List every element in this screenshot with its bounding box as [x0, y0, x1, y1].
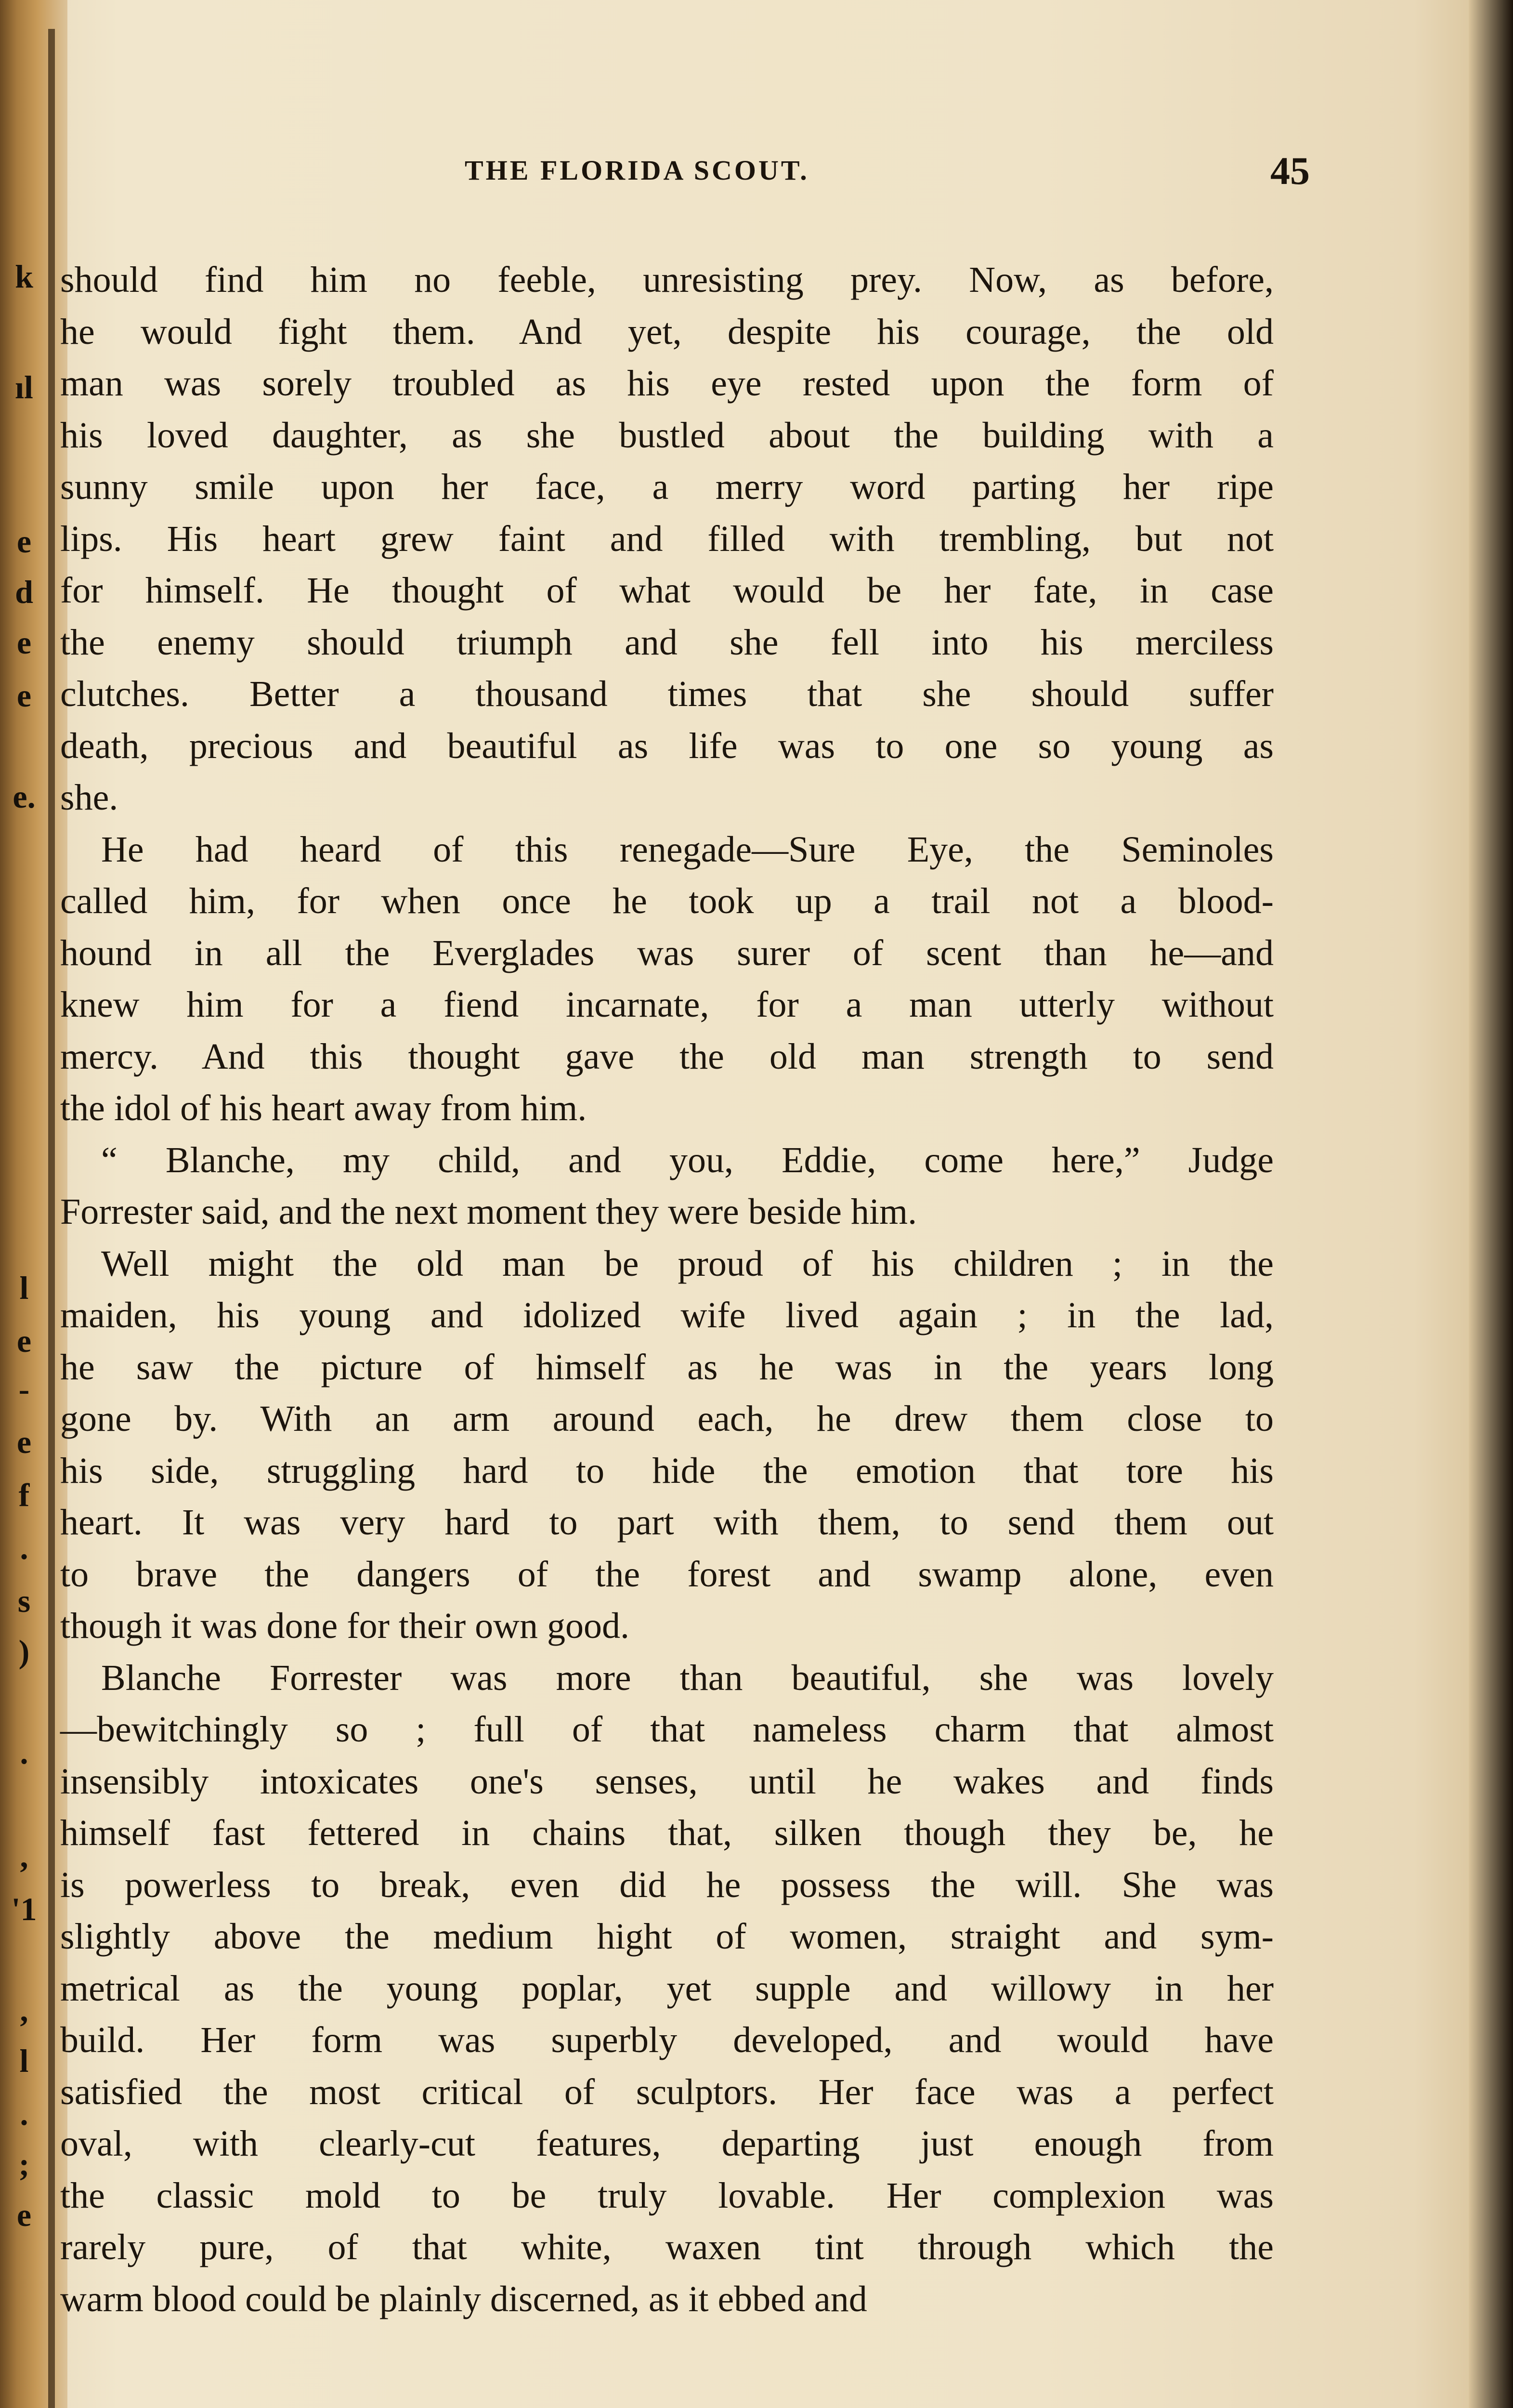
margin-character: ıl — [15, 369, 33, 406]
text-line: to brave the dangers of the forest and swamp alone, even — [60, 1554, 1274, 1595]
margin-character: . — [20, 2095, 28, 2132]
text-line: “ Blanche, my child, and you, Eddie, come here,” Judge — [101, 1139, 1274, 1180]
text-line: Well might the old man be proud of his children ; in the — [101, 1243, 1274, 1284]
margin-character: f — [18, 1477, 30, 1513]
text-line: satisfied the most critical of sculptors. Her face was a perfect — [60, 2071, 1274, 2112]
text-line: rarely pure, of that white, waxen tint through which the — [60, 2227, 1274, 2267]
margin-character: s — [17, 1583, 31, 1619]
margin-character: , — [20, 1838, 28, 1874]
text-line: he saw the picture of himself as he was in the years long — [60, 1347, 1274, 1387]
text-line: he would fight them. And yet, despite his courage, the old — [60, 311, 1274, 352]
margin-character: e — [16, 1424, 32, 1460]
text-line: death, precious and beautiful as life was to one so young as — [60, 725, 1274, 766]
text-line: gone by. With an arm around each, he drew them close to — [60, 1399, 1274, 1439]
margin-character: . — [20, 1734, 28, 1771]
text-line: himself fast fettered in chains that, silken though they be, he — [60, 1813, 1274, 1853]
text-line: hound in all the Everglades was surer of scent than he—and — [60, 932, 1274, 973]
text-line: Forrester said, and the next moment they were beside him. — [60, 1191, 917, 1232]
text-line: metrical as the young poplar, yet supple and willowy in her — [60, 1968, 1274, 2009]
text-line: Blanche Forrester was more than beautiful, she was lovely — [101, 1657, 1274, 1698]
margin-character: - — [18, 1371, 30, 1407]
margin-character: d — [15, 574, 33, 610]
margin-character: l — [19, 1269, 29, 1306]
margin-character: ; — [18, 2146, 30, 2183]
text-line: warm blood could be plainly discerned, as it ebbed and — [60, 2278, 867, 2319]
margin-character: e — [16, 624, 32, 661]
text-line: He had heard of this renegade—Sure Eye, the Seminoles — [101, 829, 1274, 870]
margin-character: . — [20, 1530, 28, 1566]
text-line: for himself. He thought of what would be her fate, in case — [60, 570, 1274, 611]
margin-character: e. — [13, 778, 36, 815]
text-line: mercy. And this thought gave the old man strength to send — [60, 1036, 1274, 1077]
text-line: the idol of his heart away from him. — [60, 1088, 587, 1128]
text-line: oval, with clearly-cut features, departing just enough from — [60, 2123, 1274, 2164]
text-line: knew him for a fiend incarnate, for a man utterly without — [60, 984, 1274, 1025]
margin-character: l — [19, 2042, 29, 2079]
margin-character: k — [15, 258, 33, 295]
body-text — [60, 254, 1274, 2325]
gutter-rule — [48, 29, 55, 2408]
page-edge-shadow — [1469, 0, 1513, 2408]
margin-character: , — [20, 1992, 28, 2028]
text-line: build. Her form was superbly developed, and would have — [60, 2020, 1274, 2060]
margin-character: e — [16, 523, 32, 560]
text-line: clutches. Better a thousand times that she should suffer — [60, 674, 1274, 714]
text-line: she. — [60, 777, 118, 818]
text-line: lips. His heart grew faint and filled with trembling, but not — [60, 518, 1274, 559]
text-line: —bewitchingly so ; full of that nameless charm that almost — [60, 1709, 1274, 1750]
text-line: is powerless to break, even did he possess the will. She was — [60, 1864, 1274, 1905]
text-line: his side, struggling hard to hide the emotion that tore his — [60, 1450, 1274, 1491]
text-line: the classic mold to be truly lovable. Her complexion was — [60, 2175, 1274, 2216]
text-line: man was sorely troubled as his eye rested upon the form of — [60, 363, 1274, 404]
text-line: the enemy should triumph and she fell into his merciless — [60, 622, 1274, 663]
text-line: should find him no feeble, unresisting prey. Now, as before, — [60, 260, 1274, 300]
text-line: sunny smile upon her face, a merry word parting her ripe — [60, 467, 1274, 507]
text-line: slightly above the medium hight of women, straight and sym- — [60, 1916, 1274, 1957]
margin-character: ) — [18, 1633, 30, 1670]
text-line: his loved daughter, as she bustled about the building with a — [60, 415, 1274, 456]
margin-character: e — [16, 2197, 32, 2233]
text-line: though it was done for their own good. — [60, 1606, 630, 1646]
text-line: insensibly intoxicates one's senses, until he wakes and finds — [60, 1761, 1274, 1802]
margin-character: e — [16, 1322, 32, 1359]
running-title: THE FLORIDA SCOUT. — [465, 155, 809, 186]
text-line: heart. It was very hard to part with them, to send them out — [60, 1502, 1274, 1543]
previous-page-margin — [0, 0, 48, 2408]
text-line: called him, for when once he took up a trail not a blood- — [60, 881, 1274, 921]
page-number: 45 — [1270, 149, 1310, 193]
margin-character: e — [16, 677, 32, 714]
margin-character: '1 — [11, 1891, 37, 1927]
text-line: maiden, his young and idolized wife lived again ; in the lad, — [60, 1295, 1274, 1335]
